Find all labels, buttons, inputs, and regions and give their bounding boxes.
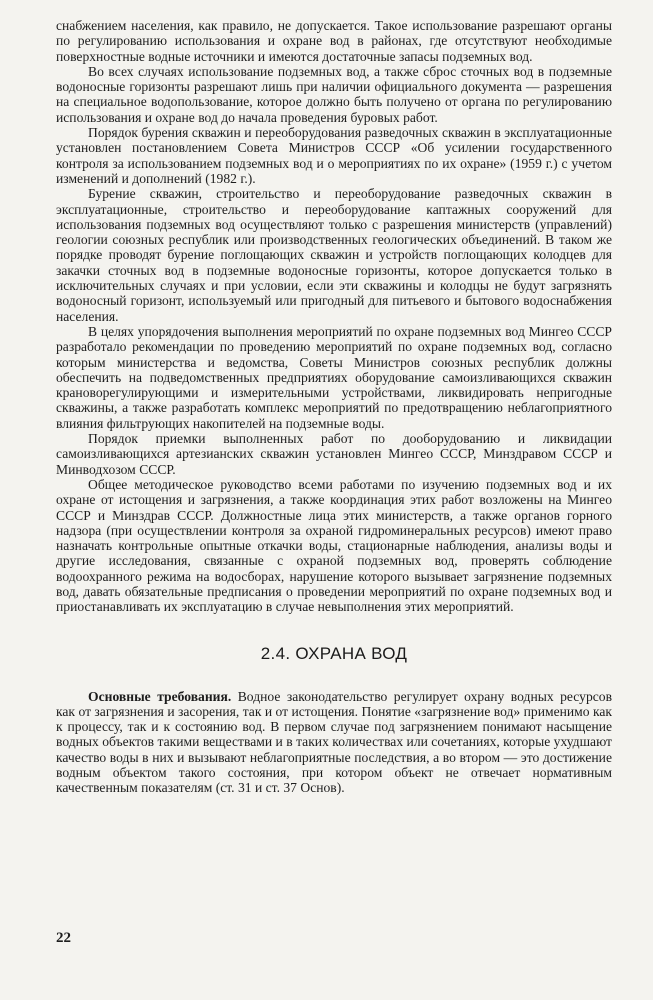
page-body xyxy=(56,18,612,796)
run-in-heading: Основные требования. xyxy=(88,688,232,704)
paragraph-2: Во всех случаях использование подземных вод, а также сброс сточных вод в подземные водоносные горизонты разрешают лишь при наличии официального документа — разрешения на специальное водопользование, которое должно быть получено от органа по регулированию использования и охране вод до начала проведения буровых работ. xyxy=(56,63,612,125)
paragraph-1: снабжением населения, как правило, не допускается. Такое использование разрешают органы по регулированию использования и охране вод в районах, где отсутствуют необходимые поверхностные водные источники и имеются достаточные запасы подземных вод. xyxy=(56,18,612,64)
section-paragraph-text: Водное законодательство регулирует охрану водных ресурсов как от загрязнения и засорения, так и от истощения. Понятие «загрязнение вод» применимо как к процессу, так и к состоянию вод. В первом случае под загрязнением понимают насыщение водных объектов такими веществами и в таких количествах или сочетаниях, которые ухудшают качество воды в них и вызывают неблагоприятные последствия, а во втором — это достижение водным объектом такого состояния, при котором объект не отвечает нормативным качественным показателям (ст. 31 и ст. 37 Основ). xyxy=(56,688,612,796)
paragraph-3: Порядок бурения скважин и переоборудования разведочных скважин в эксплуатационные установлен постановлением Совета Министров СССР «Об усилении государственного контроля за использованием подземных вод и о мероприятиях по их охране» (1959 г.) с учетом изменений и дополнений (1982 г.). xyxy=(56,125,612,186)
paragraph-6: Порядок приемки выполненных работ по дооборудованию и ликвидации самоизливающихся артезианских скважин установлен Мингео СССР, Минздравом СССР и Минводхозом СССР. xyxy=(56,431,612,477)
paragraph-7: Общее методическое руководство всеми работами по изучению подземных вод и их охране от истощения и загрязнения, а также координация этих работ возложены на Мингео СССР и Минздрав СССР. Должностные лица этих министерств, а также органов горного надзора (при осуществлении контроля за охраной гидроминеральных ресурсов) имеют право назначать контрольные опытные откачки воды, стационарные наблюдения, анализы воды и другие исследования, связанные с охраной подземных вод, проверять соблюдение водоохранного режима на водосборах, нарушение которого вызывает загрязнение подземных вод, давать обязательные предписания о проведении мероприятий по охране подземных вод и приостанавливать их эксплуатацию в случае невыполнения этих мероприятий. xyxy=(56,476,612,615)
section-heading: 2.4. ОХРАНА ВОД xyxy=(260,643,408,663)
page-number: 22 xyxy=(56,930,71,946)
paragraph-5: В целях упорядочения выполнения мероприятий по охране подземных вод Мингео СССР разработало рекомендации по проведению мероприятий по охране подземных вод, согласно которым министерства и ведомства, Советы Министров союзных республик должны обеспечить на подведомственных предприятиях оборудование самоизливающихся скважин крановорегулирующими и измерительными устройствами, ликвидировать непригодные скважины, а также разработать комплекс мероприятий по предотвращению неблагоприятного влияния фильтрующих накопителей на подземные воды. xyxy=(56,323,612,431)
paragraph-4: Бурение скважин, строительство и переоборудование разведочных скважин в эксплуатационные, строительство и переоборудование каптажных сооружений для использования подземных вод осуществляют только с разрешения министерств (управлений) геологии союзных республик или производственных геологических объединений. В таком же порядке проводят бурение поглощающих скважин и устройств поглощающих колодцев для закачки сточных вод в подземные водоносные горизонты, которое допускается только в исключительных случаях и при условии, если эти скважины и колодцы не будут загрязнять водоносный горизонт, используемый или пригодный для питьевого и бытового водоснабжения населения. xyxy=(56,186,612,324)
section-paragraph xyxy=(56,689,612,796)
